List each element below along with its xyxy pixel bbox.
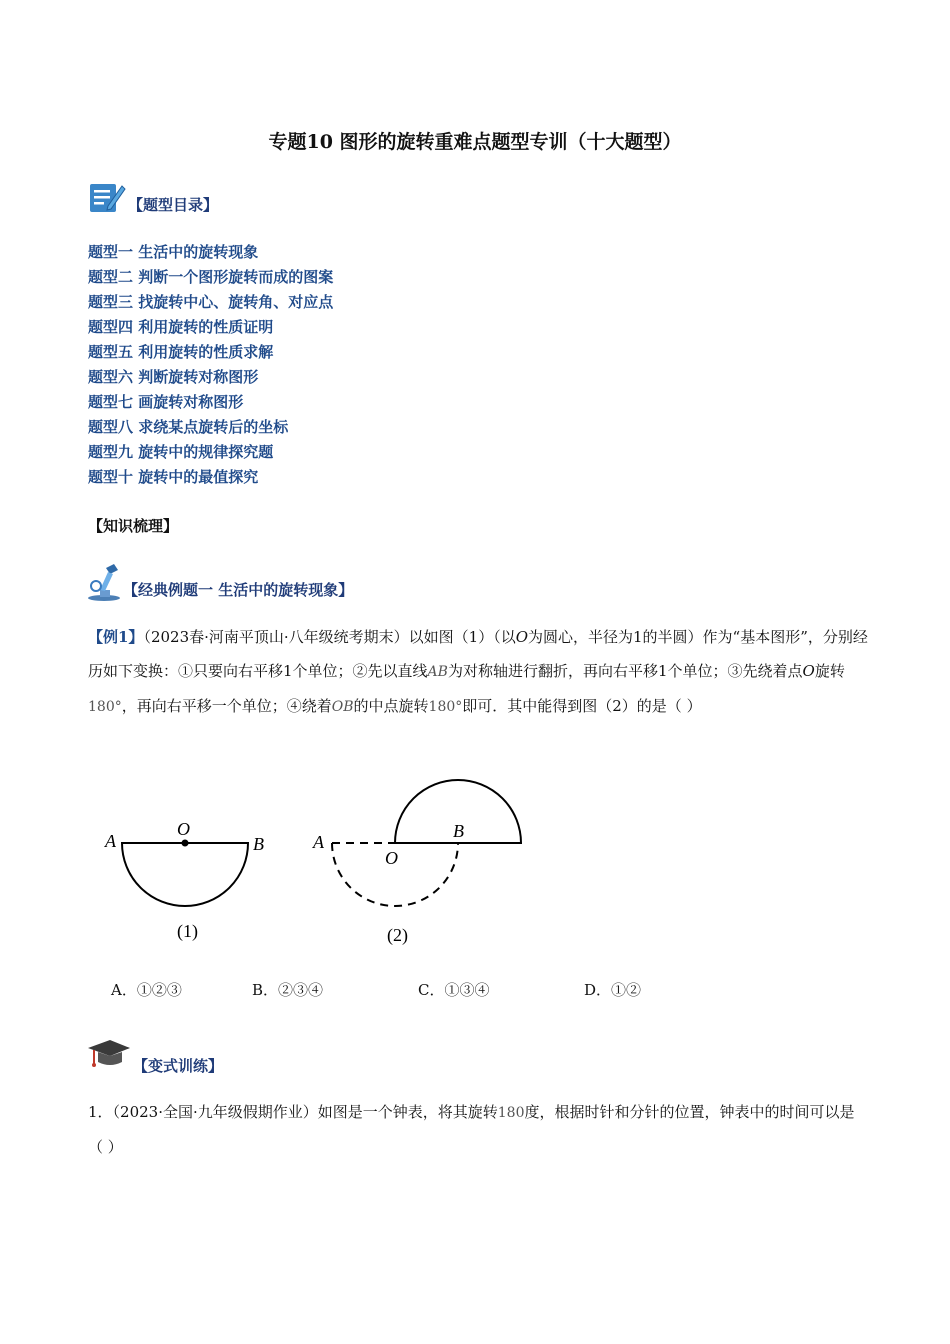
math-ab: AB: [427, 664, 448, 680]
fig2-caption: (2): [387, 925, 408, 945]
fig1-label-o: O: [177, 819, 190, 839]
toc-item[interactable]: 题型八 求绕某点旋转后的坐标: [88, 418, 289, 436]
knowledge-header: 【知识梳理】: [88, 517, 179, 535]
option-b[interactable]: B．②③④: [252, 981, 324, 999]
example-label: 【例1】: [88, 628, 144, 646]
math-ob: OB: [331, 699, 354, 715]
semicircle-figure: [95, 775, 535, 950]
graduation-cap-icon: [86, 1036, 132, 1070]
toc-item[interactable]: 题型六 判断旋转对称图形: [88, 368, 259, 386]
example-text: 为对称轴进行翻折，再向右平移1个单位；③先绕着点: [447, 662, 803, 680]
toc-list: [88, 240, 333, 490]
math-o: O: [515, 628, 529, 646]
toc-item[interactable]: 题型一 生活中的旋转现象: [88, 243, 259, 261]
question-text: 度，根据时针和分针的位置，钟表中的时间可以是（ ）: [88, 1103, 855, 1156]
option-c[interactable]: C．①③④: [418, 981, 490, 999]
math-degree: 180°: [88, 699, 122, 715]
fig1-label-a: A: [105, 831, 116, 851]
toc-item[interactable]: 题型四 利用旋转的性质证明: [88, 318, 274, 336]
example-text: ，再向右平移一个单位；④绕着: [121, 697, 332, 715]
fig1-label-b: B: [253, 834, 264, 854]
example-header: 【经典例题一 生活中的旋转现象】: [123, 581, 354, 599]
math-o: O: [802, 662, 815, 680]
toc-item[interactable]: 题型九 旋转中的规律探究题: [88, 443, 274, 461]
fig2-label-b: B: [453, 821, 464, 841]
math-degree: 180°: [428, 699, 463, 715]
example-text: 为圆心，半径为1的半圆）作为“基本图形”，分别经历如下变换：①只要向右平移1个单位；②先以直线: [88, 628, 868, 680]
example-text: 旋转: [814, 662, 845, 680]
microscope-icon: [86, 562, 124, 602]
option-a[interactable]: A．①②③: [111, 981, 182, 999]
toc-item[interactable]: 题型二 判断一个图形旋转而成的图案: [88, 268, 334, 286]
fig1-semicircle: [122, 843, 248, 906]
toc-item[interactable]: 题型七 画旋转对称图形: [88, 393, 244, 411]
example-text: 的中点旋转: [353, 697, 429, 715]
example-text: 即可．其中能得到图（2）的是（ ）: [462, 697, 702, 715]
example-text: （2023春·河南平顶山·八年级统考期末）以如图（1）（以: [143, 628, 516, 646]
toc-header: 【题型目录】: [128, 196, 219, 214]
notepad-icon: [88, 180, 126, 214]
math-degree: 180: [497, 1105, 525, 1121]
toc-item[interactable]: 题型三 找旋转中心、旋转角、对应点: [88, 293, 334, 311]
example-paragraph: [88, 620, 868, 724]
toc-item[interactable]: 题型十 旋转中的最值探究: [88, 468, 259, 486]
fig2-label-a: A: [313, 832, 324, 852]
variant-header: 【变式训练】: [133, 1057, 224, 1075]
fig1-center-dot: [182, 840, 189, 847]
toc-item[interactable]: 题型五 利用旋转的性质求解: [88, 343, 274, 361]
fig1-caption: (1): [177, 921, 198, 941]
page-title: 专题10 图形的旋转重难点题型专训（十大题型）: [268, 131, 682, 153]
fig2-label-o: O: [385, 848, 398, 868]
option-d[interactable]: D．①②: [584, 981, 642, 999]
question-1: [88, 1095, 868, 1164]
question-text: 1．（2023·全国·九年级假期作业）如图是一个钟表，将其旋转: [88, 1103, 498, 1121]
